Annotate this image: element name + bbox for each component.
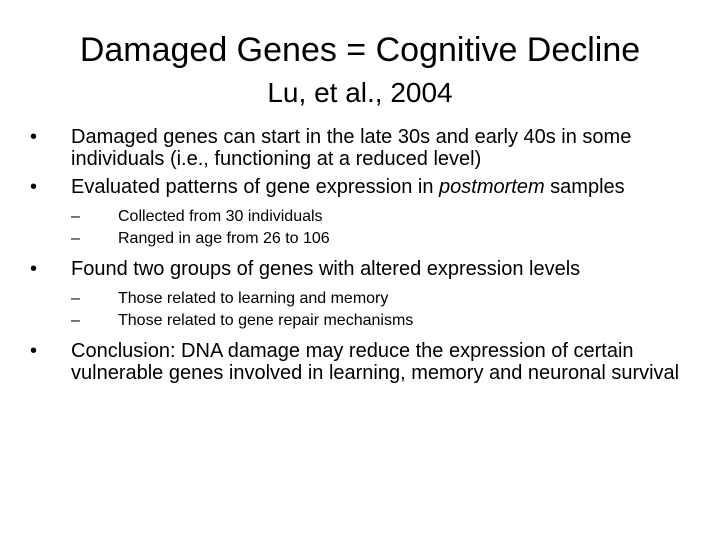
bullet-text: Found two groups of genes with altered expression levels <box>71 258 581 280</box>
subbullet-item <box>71 310 704 332</box>
bullet-marker: • <box>30 258 38 280</box>
subbullet-list <box>71 288 704 332</box>
bullet-marker: • <box>30 340 38 362</box>
subbullet-item <box>71 206 704 228</box>
subbullet-text: Those related to learning and memory <box>118 290 389 307</box>
subbullet-marker: – <box>71 290 80 307</box>
bullet-text <box>71 176 625 198</box>
bullet-marker: • <box>30 126 38 148</box>
bullet-item <box>24 340 704 384</box>
subbullet-marker: – <box>71 312 80 329</box>
subbullet-marker: – <box>71 230 80 247</box>
subbullet-text: Ranged in age from 26 to 106 <box>118 230 330 247</box>
bullet-text-italic: postmortem <box>439 176 545 198</box>
subbullet-list <box>71 206 704 250</box>
bullet-marker: • <box>30 176 38 198</box>
subbullet-marker: – <box>71 208 80 225</box>
bullet-item <box>24 176 704 250</box>
bullet-text-part: Evaluated patterns of gene expression in <box>71 176 440 198</box>
bullet-list <box>24 126 704 390</box>
bullet-item <box>24 258 704 332</box>
subbullet-text: Those related to gene repair mechanisms <box>118 312 414 329</box>
subbullet-text: Collected from 30 individuals <box>118 208 323 225</box>
subbullet-item <box>71 228 704 250</box>
slide-subtitle: Lu, et al., 2004 <box>267 77 453 108</box>
slide-title: Damaged Genes = Cognitive Decline <box>79 31 641 69</box>
bullet-text-part: samples <box>544 176 625 198</box>
bullet-text: Damaged genes can start in the late 30s and early 40s in some individuals (i.e., functioning at a reduced level) <box>71 126 632 170</box>
subbullet-item <box>71 288 704 310</box>
bullet-text: Conclusion: DNA damage may reduce the expression of certain vulnerable genes involved in learning, memory and neuronal survival <box>71 340 680 384</box>
bullet-item <box>24 126 704 170</box>
